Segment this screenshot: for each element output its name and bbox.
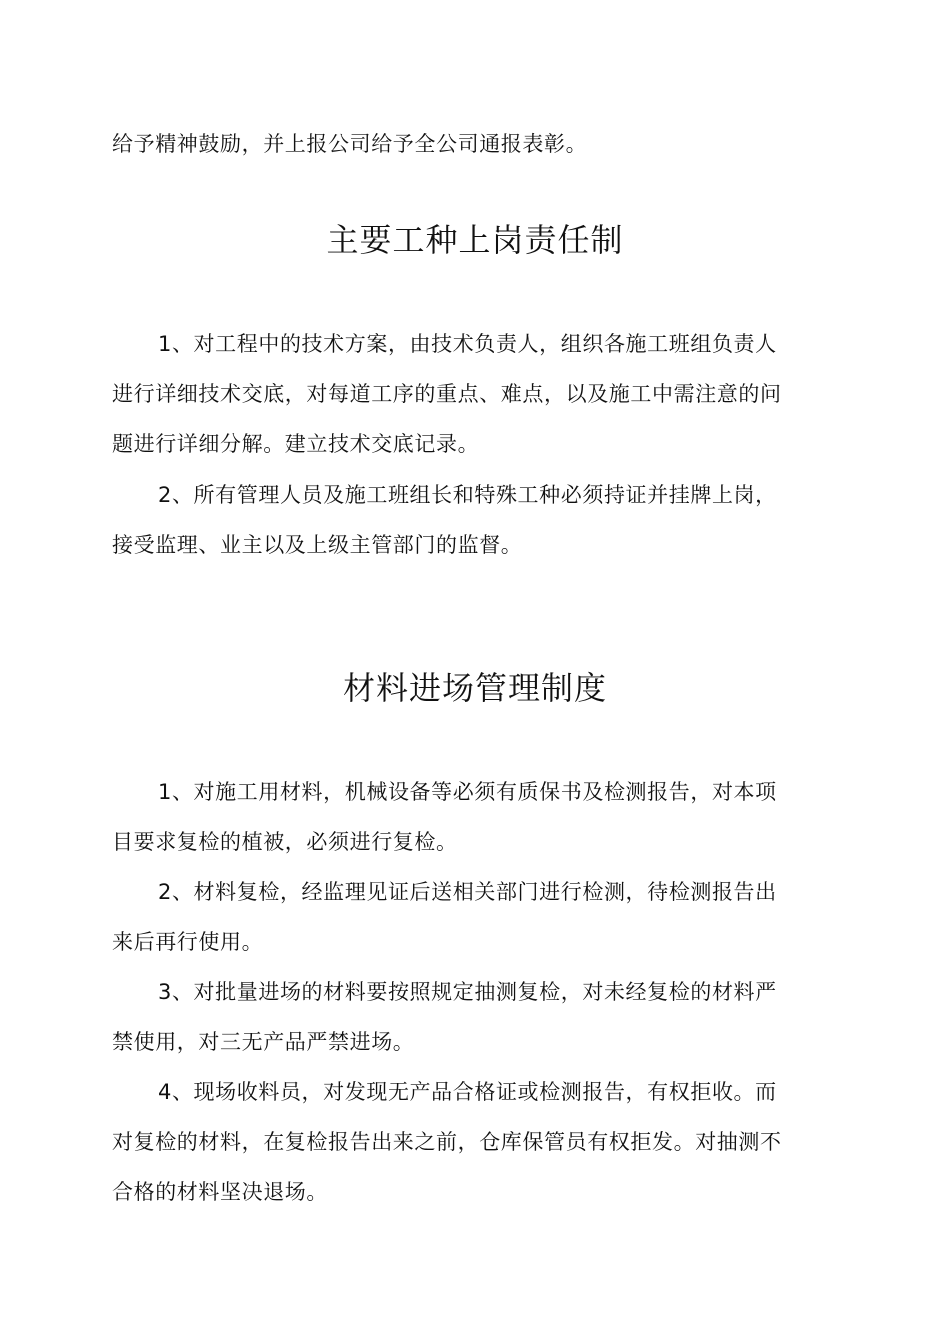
paragraph-line: 接受监理、业主以及上级主管部门的监督。 xyxy=(112,533,523,557)
section-title-job-responsibility: 主要工种上岗责任制 xyxy=(326,221,624,259)
section-title-material-management: 材料进场管理制度 xyxy=(342,669,607,707)
paragraph-line: 禁使用，对三无产品严禁进场。 xyxy=(112,1030,415,1054)
paragraph-line: 来后再行使用。 xyxy=(112,930,264,954)
paragraph-line: 1、对工程中的技术方案，由技术负责人，组织各施工班组负责人 xyxy=(158,332,777,356)
paragraph-line: 1、对施工用材料，机械设备等必须有质保书及检测报告，对本项 xyxy=(158,780,777,804)
paragraph-line: 对复检的材料，在复检报告出来之前，仓库保管员有权拒发。对抽测不 xyxy=(112,1130,782,1154)
paragraph-line: 3、对批量进场的材料要按照规定抽测复检，对未经复检的材料严 xyxy=(158,980,777,1004)
paragraph-line: 题进行详细分解。建立技术交底记录。 xyxy=(112,432,480,456)
paragraph-line: 目要求复检的植被，必须进行复检。 xyxy=(112,830,458,854)
paragraph-line: 4、现场收料员，对发现无产品合格证或检测报告，有权拒收。而 xyxy=(158,1080,777,1104)
intro-text-line: 给予精神鼓励，并上报公司给予全公司通报表彰。 xyxy=(112,132,588,156)
paragraph-line: 2、材料复检，经监理见证后送相关部门进行检测，待检测报告出 xyxy=(158,880,777,904)
paragraph-line: 2、所有管理人员及施工班组长和特殊工种必须持证并挂牌上岗， xyxy=(158,483,777,507)
paragraph-line: 合格的材料坚决退场。 xyxy=(112,1180,328,1204)
paragraph-line: 进行详细技术交底，对每道工序的重点、难点，以及施工中需注意的问 xyxy=(112,382,782,406)
